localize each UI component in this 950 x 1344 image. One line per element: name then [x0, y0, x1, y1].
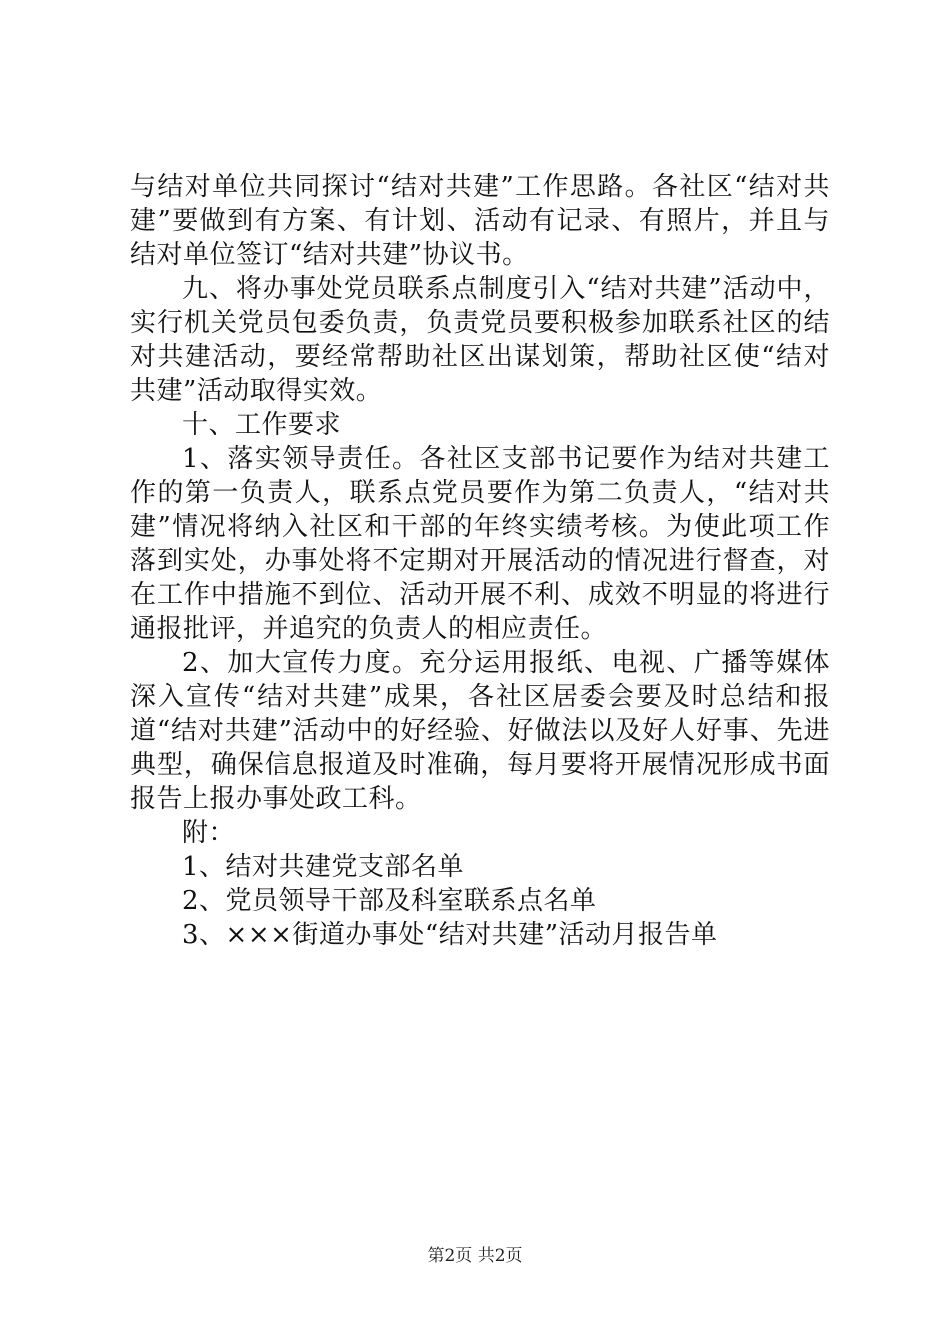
- section-heading-work-requirements: 十、工作要求: [182, 410, 342, 440]
- document-body: [130, 170, 830, 952]
- paragraph-requirement-1: 1、落实领导责任。各社区支部书记要作为结对共建工作的第一负责人，联系点党员要作为第二负责人，“结对共建”情况将纳入社区和干部的年终实绩考核。为使此项工作落到实处，办事处将不定期对开展活动的情况进行督查，对在工作中措施不到位、活动开展不利、成效不明显的将进行通报批评，并追究的负责人的相应责任。: [130, 444, 830, 644]
- paragraph-item-nine: 九、将办事处党员联系点制度引入“结对共建”活动中，实行机关党员包委负责，负责党员要积极参加联系社区的结对共建活动，要经常帮助社区出谋划策，帮助社区使“结对共建”活动取得实效。: [130, 274, 830, 406]
- attachment-item-2: 2、党员领导干部及科室联系点名单: [182, 886, 597, 916]
- page-number-footer: 第2页 共2页: [427, 1246, 523, 1266]
- attachment-item-3: 3、×××街道办事处“结对共建”活动月报告单: [182, 920, 718, 950]
- paragraph-continuation: 与结对单位共同探讨“结对共建”工作思路。各社区“结对共建”要做到有方案、有计划、活动有记录、有照片，并且与结对单位签订“结对共建”协议书。: [130, 172, 830, 270]
- attachment-heading: 附：: [182, 818, 236, 848]
- attachment-item-1: 1、结对共建党支部名单: [182, 852, 465, 882]
- paragraph-requirement-2: 2、加大宣传力度。充分运用报纸、电视、广播等媒体深入宣传“结对共建”成果，各社区居委会要及时总结和报道“结对共建”活动中的好经验、好做法以及好人好事、先进典型，确保信息报道及时准确，每月要将开展情况形成书面报告上报办事处政工科。: [130, 648, 830, 814]
